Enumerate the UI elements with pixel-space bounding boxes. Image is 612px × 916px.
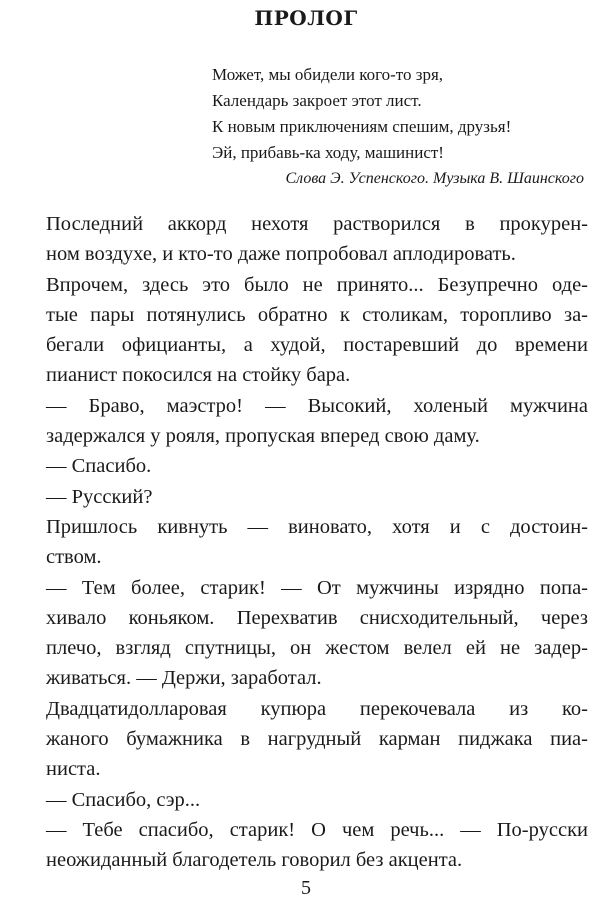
- epigraph: [212, 62, 592, 166]
- body-line: — Спасибо, сэр...: [46, 788, 201, 811]
- body-line: тые пары потянулись обратно к столикам, торопливо за-: [46, 303, 588, 326]
- epigraph-line: Эй, прибавь-ка ходу, машинист!: [212, 143, 444, 162]
- body-line: — Браво, маэстро! — Высокий, холеный мужчина: [46, 394, 588, 417]
- body-line: плечо, взгляд спутницы, он жестом велел ей не задер-: [46, 637, 588, 660]
- body-line: ниста.: [46, 758, 101, 781]
- body-line: жаного бумажника в нагрудный карман пиджака пиа-: [46, 728, 588, 751]
- body-line: ном воздухе, и кто-то даже попробовал аплодировать.: [46, 243, 516, 266]
- body-line: — Тебе спасибо, старик! О чем речь... — По-русски: [46, 818, 588, 841]
- body-line: хивало коньяком. Перехватив снисходительный, через: [46, 606, 588, 629]
- body-line: неожиданный благодетель говорил без акцента.: [46, 849, 463, 872]
- body-line: Последний аккорд нехотя растворился в прокурен-: [46, 213, 588, 235]
- body-line: пианист покосился на стойку бара.: [46, 364, 351, 387]
- body-text: [46, 209, 588, 876]
- body-line: Впрочем, здесь это было не принято... Безупречно оде-: [46, 273, 588, 296]
- body-line: — Спасибо.: [46, 455, 152, 478]
- body-line: — Русский?: [46, 485, 153, 508]
- chapter-title: ПРОЛОГ: [254, 6, 358, 30]
- body-line: бегали официанты, а худой, постаревший до времени: [46, 334, 588, 357]
- epigraph-line: Может, мы обидели кого-то зря,: [212, 65, 444, 84]
- body-line: Двадцатидолларовая купюра перекочевала из ко-: [46, 697, 588, 720]
- page-number: 5: [301, 877, 311, 899]
- body-line: ством.: [46, 546, 102, 569]
- epigraph-line: К новым приключениям спешим, друзья!: [212, 117, 512, 136]
- body-line: Пришлось кивнуть — виновато, хотя и с достоин-: [46, 515, 588, 538]
- body-line: задержался у рояля, пропуская вперед свою даму.: [46, 425, 480, 448]
- epigraph-credit: Слова Э. Успенского. Музыка В. Шаинского: [285, 170, 584, 187]
- body-line: — Тем более, старик! — От мужчины изрядно попа-: [46, 576, 588, 599]
- epigraph-line: Календарь закроет этот лист.: [212, 91, 422, 110]
- body-line: живаться. — Держи, заработал.: [46, 667, 322, 690]
